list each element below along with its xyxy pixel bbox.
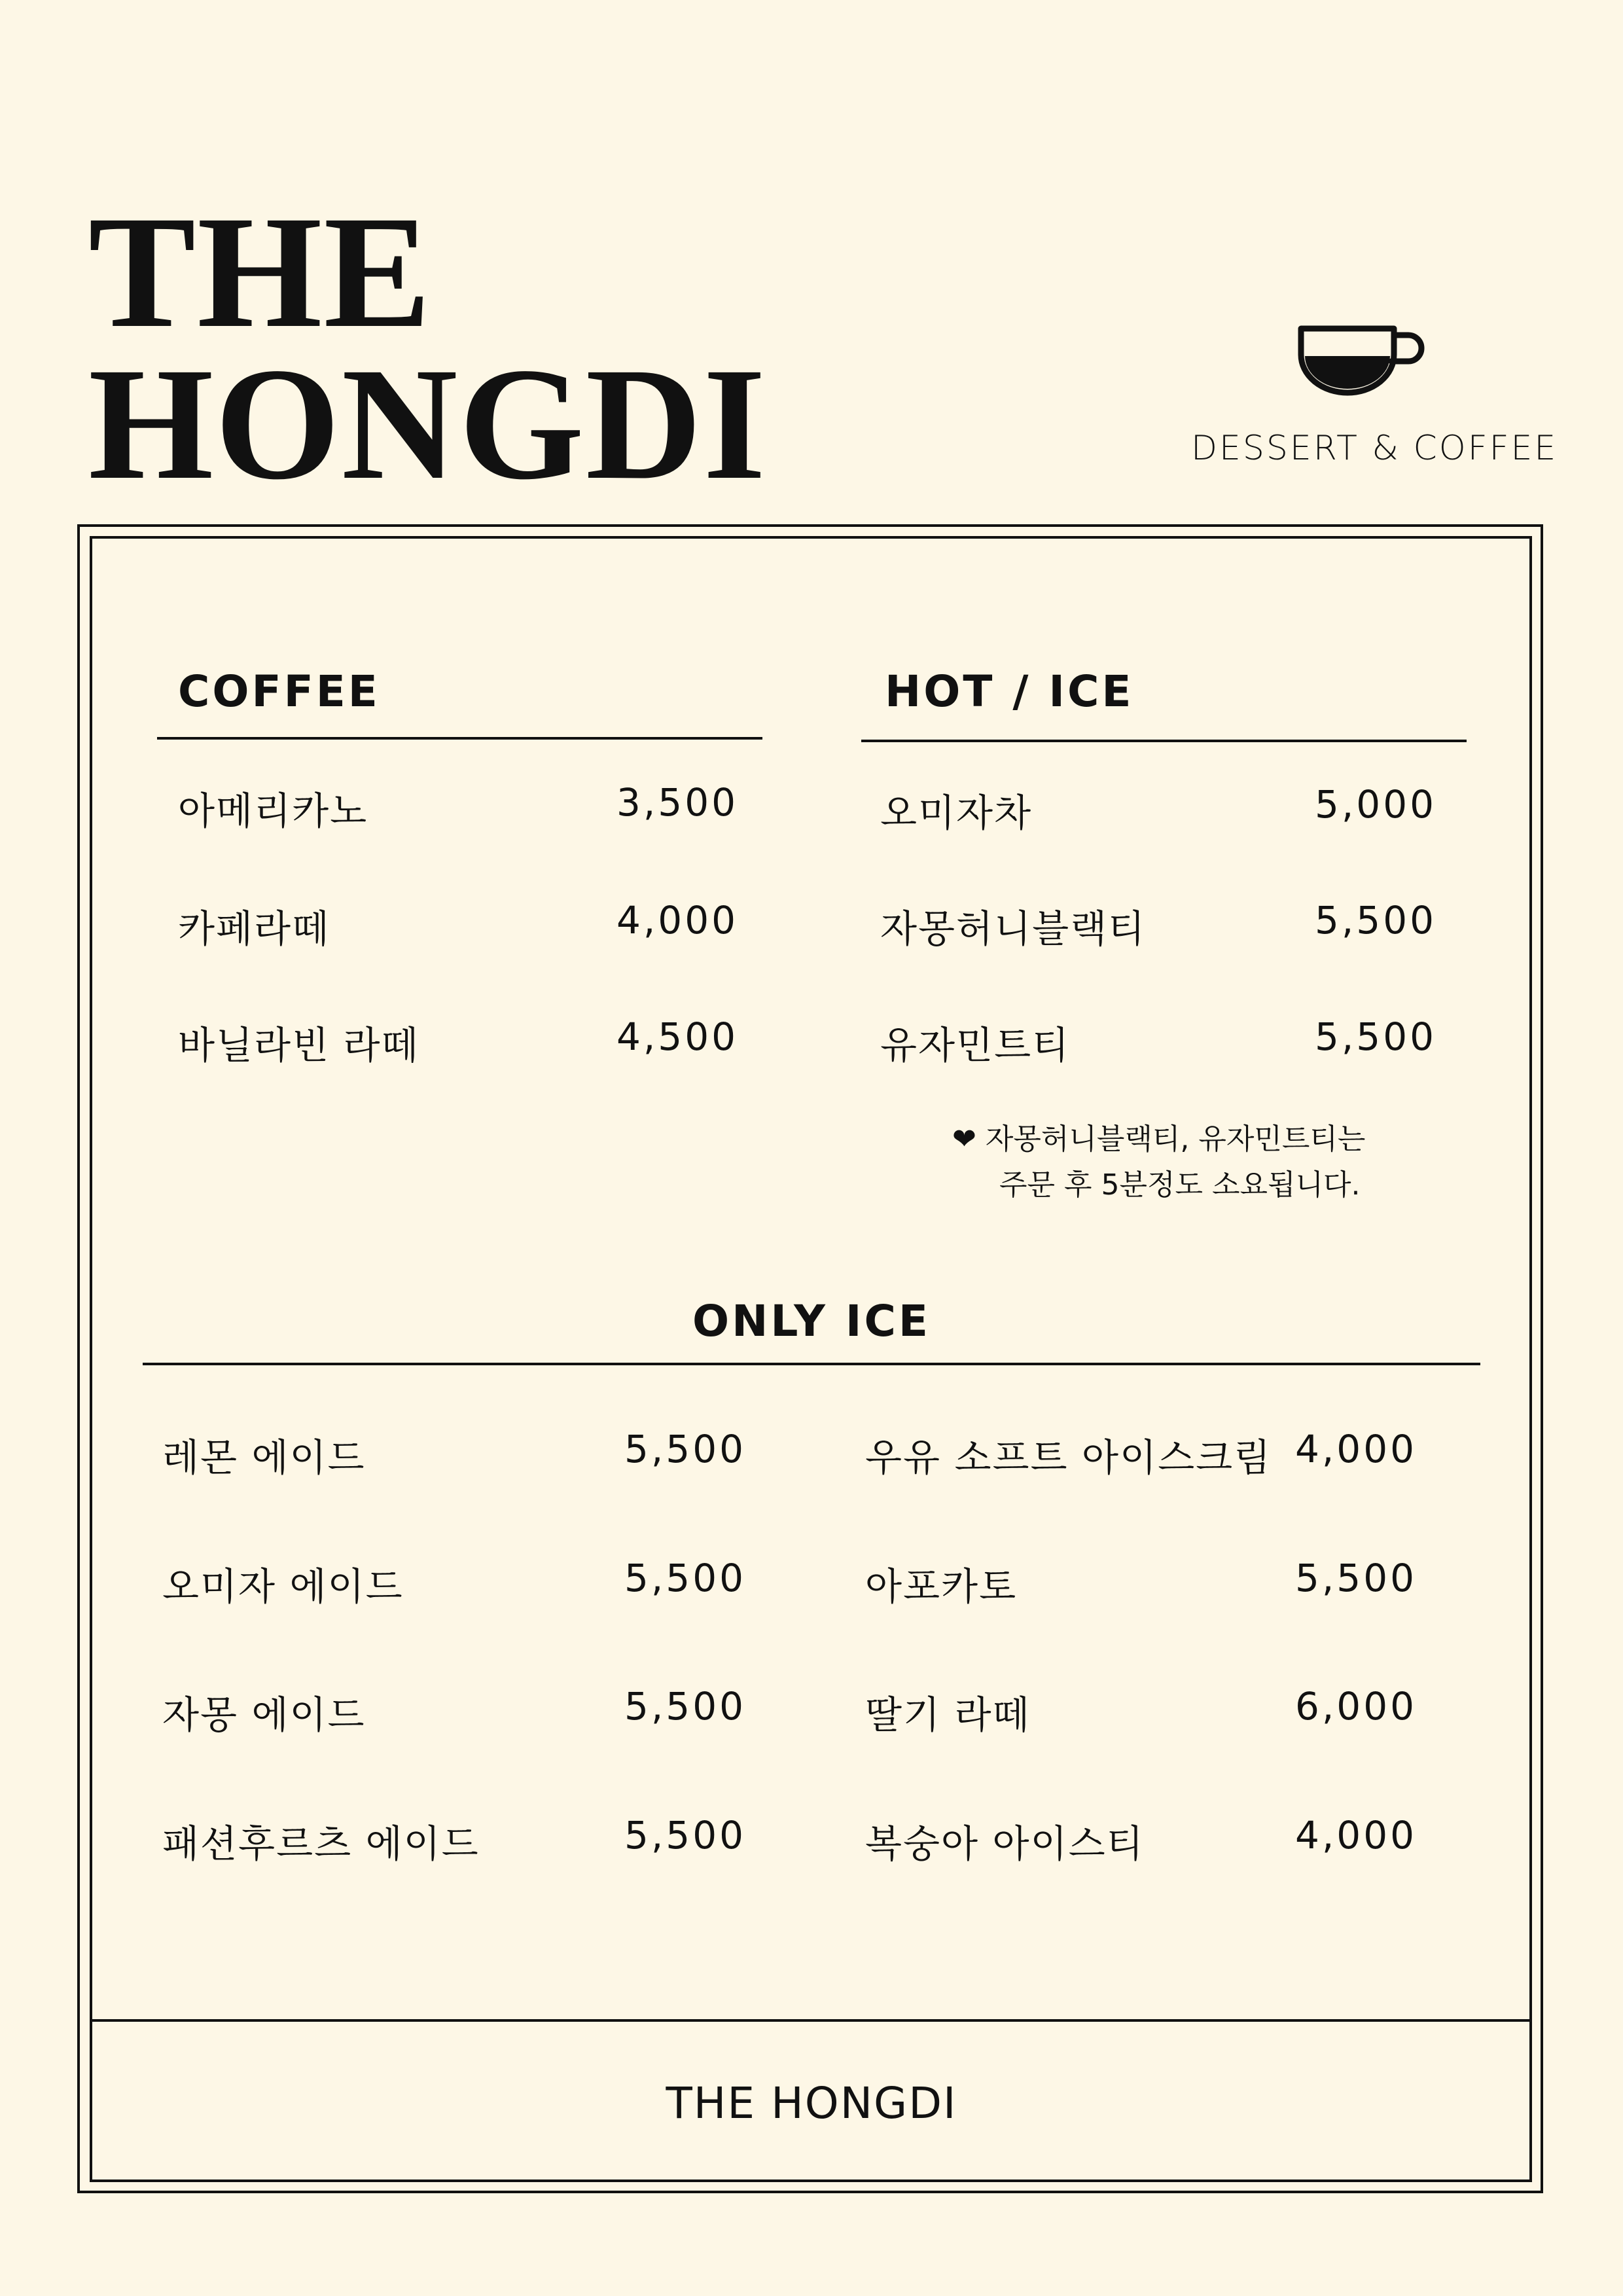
menu-item-name: 딸기 라떼 bbox=[865, 1693, 1031, 1737]
onlyice-section-title: ONLY ICE bbox=[692, 1296, 931, 1346]
menu-item-name: 패션후르츠 에이드 bbox=[162, 1821, 480, 1866]
menu-item-name: 유자민트티 bbox=[880, 1023, 1071, 1067]
footer-brand: THE HONGDI bbox=[666, 2078, 957, 2128]
tagline: DESSERT & COFFEE bbox=[1191, 429, 1558, 468]
menu-item-name: 오미자 에이드 bbox=[162, 1564, 404, 1609]
menu-item-price: 5,000 bbox=[1314, 782, 1436, 827]
menu-item-price: 3,500 bbox=[616, 780, 738, 825]
menu-item-name: 아메리카노 bbox=[178, 789, 368, 833]
footer-divider bbox=[90, 2019, 1532, 2022]
menu-item-name: 카페라떼 bbox=[178, 906, 330, 951]
menu-item-price: 4,000 bbox=[1294, 1813, 1417, 1857]
menu-item-price: 4,000 bbox=[616, 898, 738, 942]
menu-item-name: 자몽 에이드 bbox=[162, 1693, 366, 1737]
note-line-1: 자몽허니블랙티, 유자민트티는 bbox=[985, 1122, 1366, 1156]
onlyice-divider bbox=[143, 1363, 1480, 1365]
preparation-note bbox=[952, 1117, 1365, 1208]
menu-item-name: 복숭아 아이스티 bbox=[865, 1821, 1145, 1866]
hotice-section-title: HOT / ICE bbox=[885, 666, 1134, 717]
menu-item-price: 5,500 bbox=[624, 1427, 746, 1471]
hotice-divider bbox=[861, 740, 1467, 742]
menu-item-price: 6,000 bbox=[1294, 1684, 1417, 1729]
heart-icon: ❤ bbox=[952, 1122, 976, 1156]
menu-item-name: 오미자차 bbox=[880, 791, 1033, 835]
menu-item-name: 아포카토 bbox=[865, 1564, 1018, 1609]
menu-item-name: 레몬 에이드 bbox=[162, 1435, 366, 1480]
menu-item-price: 4,500 bbox=[616, 1014, 738, 1059]
menu-item-price: 5,500 bbox=[1314, 898, 1436, 942]
menu-item-price: 5,500 bbox=[624, 1556, 746, 1600]
menu-item-name: 자몽허니블랙티 bbox=[880, 906, 1147, 951]
menu-item-price: 5,500 bbox=[1314, 1014, 1436, 1059]
brand-title bbox=[88, 183, 768, 513]
menu-item-price: 4,000 bbox=[1294, 1427, 1417, 1471]
menu-item-price: 5,500 bbox=[624, 1684, 746, 1729]
coffee-section-title: COFFEE bbox=[178, 666, 380, 717]
menu-item-name: 바닐라빈 라떼 bbox=[178, 1023, 419, 1067]
coffee-divider bbox=[157, 737, 762, 740]
menu-item-price: 5,500 bbox=[1294, 1556, 1417, 1600]
menu-item-name: 우유 소프트 아이스크림 bbox=[865, 1435, 1272, 1480]
brand-line-2: HONGDI bbox=[88, 335, 768, 513]
note-line-2: 주문 후 5분정도 소요됩니다. bbox=[999, 1168, 1361, 1202]
coffee-cup-icon bbox=[1296, 322, 1427, 400]
menu-item-price: 5,500 bbox=[624, 1813, 746, 1857]
brand-line-1: THE bbox=[88, 183, 433, 361]
